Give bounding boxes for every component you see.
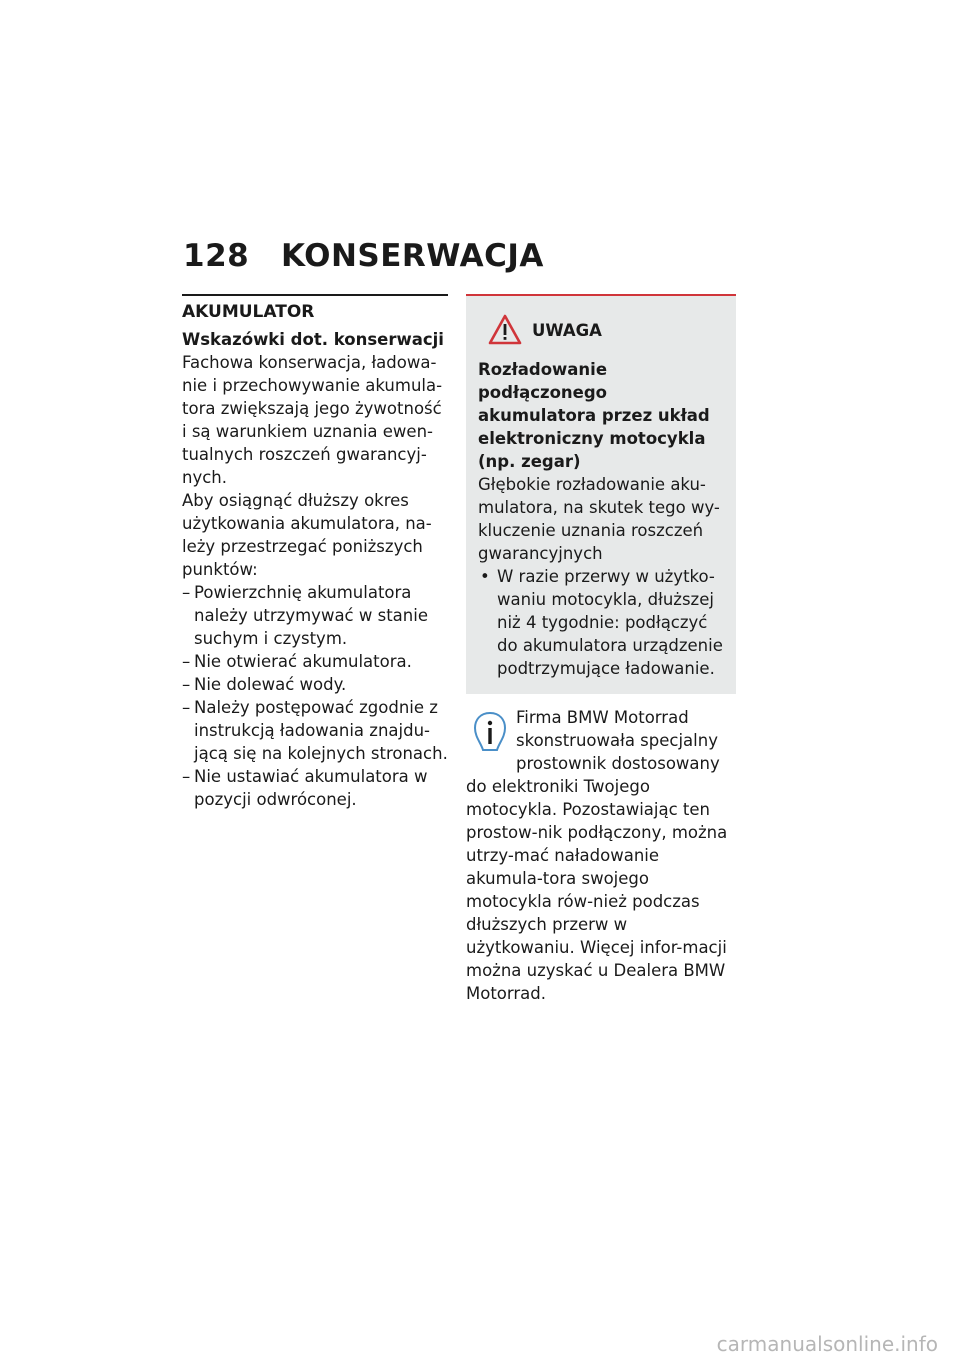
info-note bbox=[466, 706, 736, 1005]
paragraph: Aby osiągnąć dłuższy okres użytkowania akumulatora, na-leży przestrzegać poniższych punktów: bbox=[182, 491, 432, 579]
section-divider bbox=[182, 294, 448, 296]
paragraph: Fachowa konserwacja, ładowa-nie i przechowywanie akumula-tora zwiększają jego żywotność i są warunkiem uznania ewen-tualnych roszczeń gwarancyj-nych. bbox=[182, 353, 443, 487]
list-item: – Należy postępować zgodnie z instrukcją ładowania znajdu-jącą się na kolejnych stronach. bbox=[182, 696, 448, 765]
maintenance-list bbox=[182, 581, 448, 811]
list-item: – Nie dolewać wody. bbox=[182, 673, 448, 696]
subsection-title: Wskazówki dot. konserwacji bbox=[182, 330, 444, 349]
warning-triangle-icon bbox=[488, 314, 522, 346]
page-header bbox=[183, 238, 544, 274]
warning-header bbox=[488, 314, 728, 346]
left-column bbox=[182, 294, 448, 811]
warning-bullets bbox=[478, 565, 728, 680]
page-number: 128 bbox=[183, 238, 250, 274]
section-title: AKUMULATOR bbox=[182, 302, 315, 322]
list-item: • W razie przerwy w użytko-waniu motocykla, dłuższej niż 4 tygodnie: podłączyć do akumulatora urządzenie podtrzymujące ładowanie. bbox=[478, 565, 728, 680]
warning-body: Głębokie rozładowanie aku-mulatora, na skutek tego wy-kluczenie uznania roszczeń gwarancyjnych bbox=[478, 475, 720, 563]
list-item: – Nie otwierać akumulatora. bbox=[182, 650, 448, 673]
list-item: – Nie ustawiać akumulatora w pozycji odwróconej. bbox=[182, 765, 448, 811]
watermark: carmanualsonline.info bbox=[716, 1332, 938, 1356]
chapter-title: KONSERWACJA bbox=[281, 238, 544, 274]
warning-title: Rozładowanie podłączonego akumulatora przez układ elektroniczny motocykla (np. zegar) bbox=[478, 360, 710, 471]
info-icon bbox=[472, 710, 508, 754]
info-text: Firma BMW Motorrad skonstruowała specjalny prostownik dostosowany do elektroniki Twojego motocykla. Pozostawiając ten prostow-nik podłączony, można utrzy-mać naładowanie akumula-tora swojego motocykla rów-nież podczas dłuższych przerw w użytkowaniu. Więcej infor-macji można uzyskać u Dealera BMW Motorrad. bbox=[466, 708, 728, 1003]
list-item: – Powierzchnię akumulatora należy utrzymywać w stanie suchym i czystym. bbox=[182, 581, 448, 650]
warning-label: UWAGA bbox=[532, 320, 602, 340]
right-column bbox=[466, 294, 736, 1005]
warning-box bbox=[466, 294, 736, 694]
